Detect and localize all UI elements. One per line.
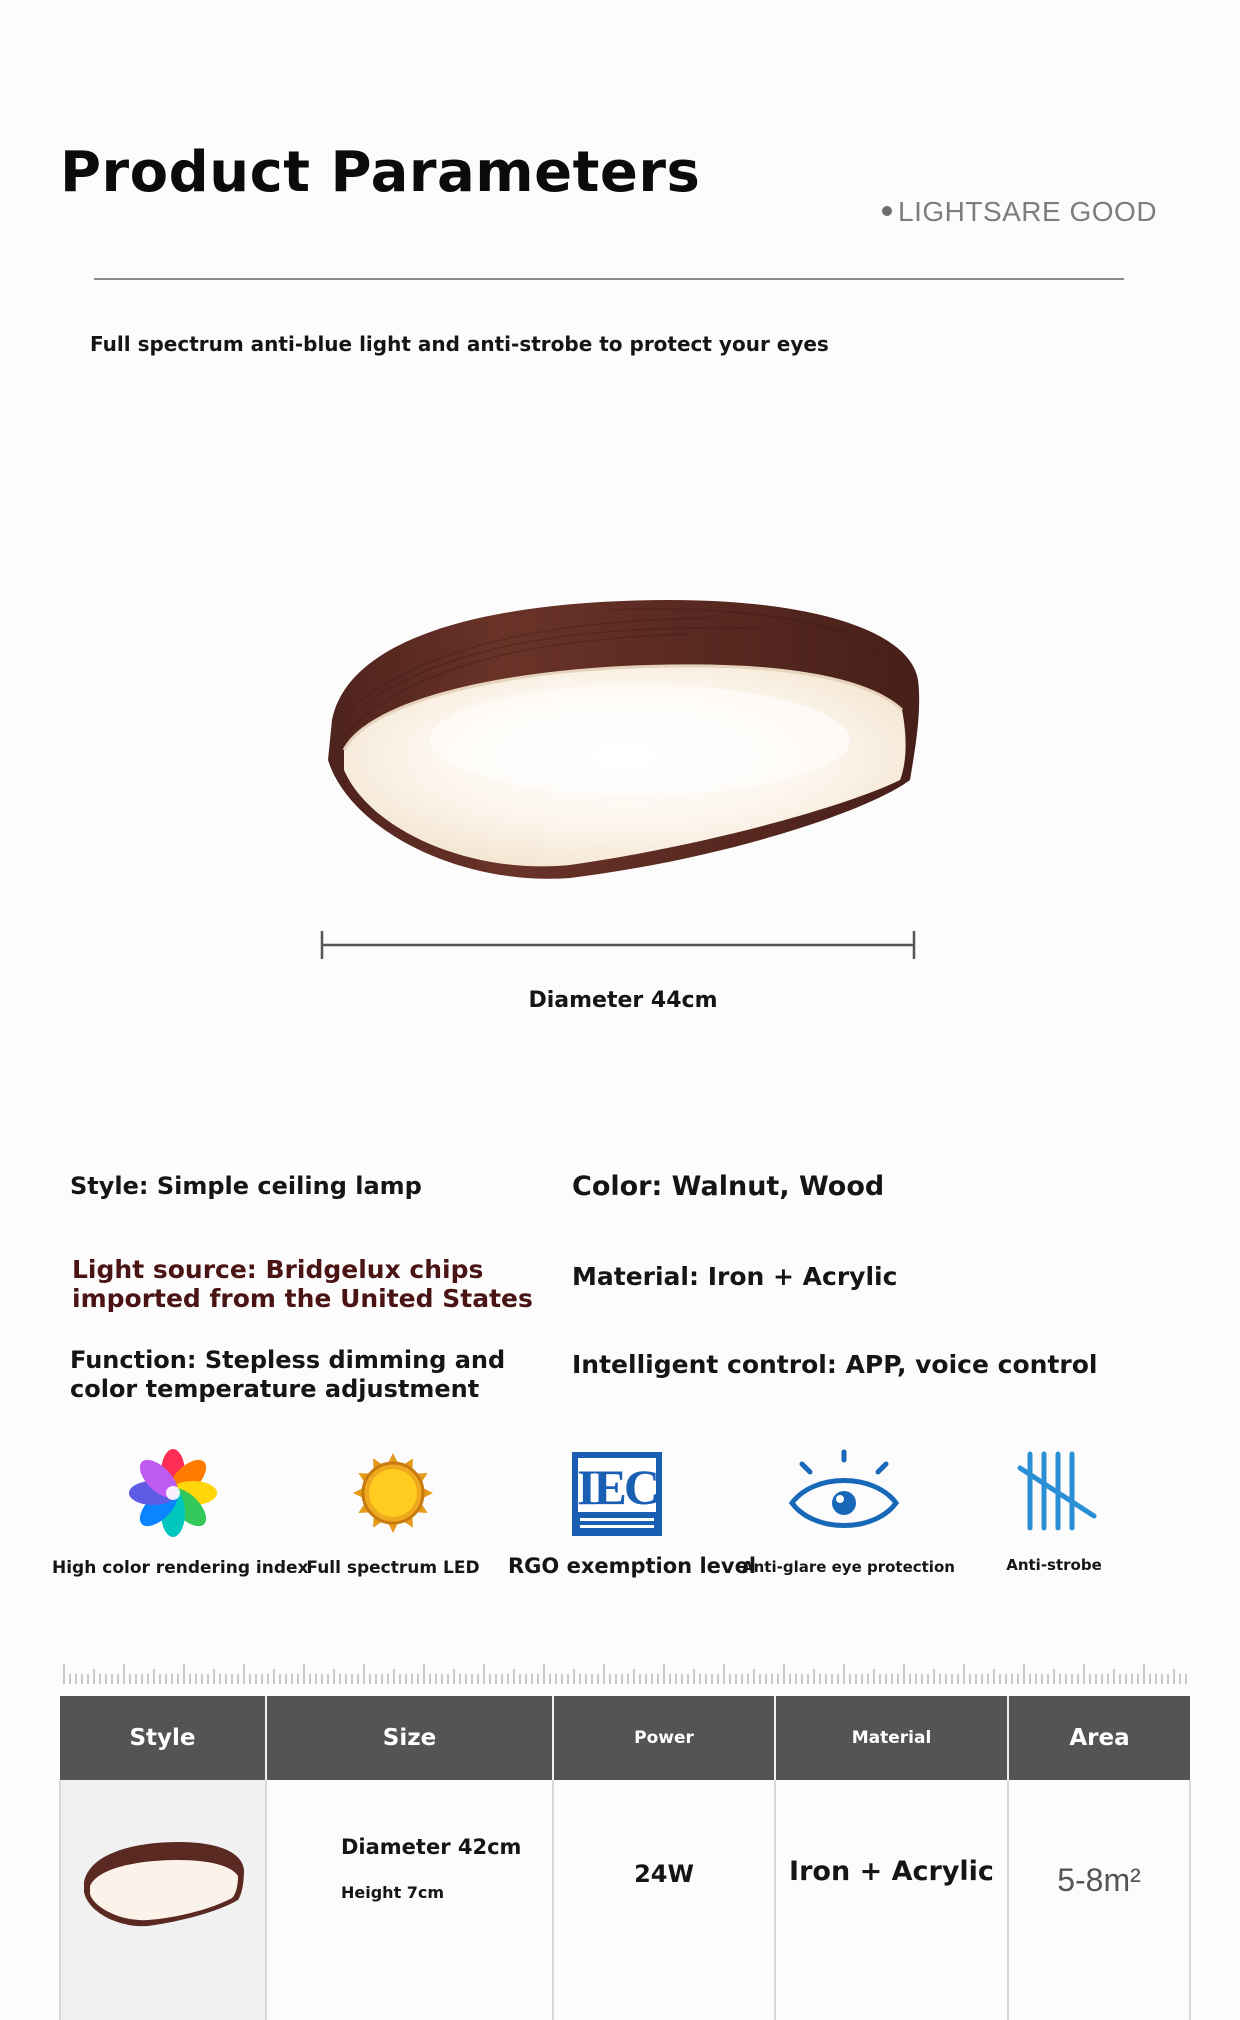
table-cell-area bbox=[1008, 1780, 1190, 2020]
tagline: Full spectrum anti-blue light and anti-strobe to protect your eyes bbox=[90, 332, 829, 356]
table-cell-style bbox=[60, 1780, 266, 2020]
feature-label-cri: High color rendering index bbox=[52, 1558, 309, 1578]
iec-logo-icon bbox=[572, 1452, 662, 1536]
spec-light-source bbox=[72, 1255, 533, 1313]
brand-name bbox=[882, 196, 1157, 228]
table-header-area: Area bbox=[1008, 1696, 1190, 1780]
spec-style: Style: Simple ceiling lamp bbox=[70, 1172, 422, 1200]
size-height: Height 7cm bbox=[341, 1883, 445, 1902]
material-value: Iron + Acrylic bbox=[789, 1856, 994, 1887]
feature-label-rgo: RGO exemption level bbox=[508, 1554, 757, 1578]
brand-label: LIGHTSARE GOOD bbox=[898, 196, 1158, 227]
table-header-row bbox=[60, 1696, 1190, 1780]
sun-icon bbox=[348, 1448, 438, 1538]
spec-function-line1: Function: Stepless dimming and bbox=[70, 1346, 506, 1374]
diameter-label: Diameter 44cm bbox=[528, 988, 718, 1013]
parameter-table bbox=[59, 1696, 1191, 2020]
table-cell-power bbox=[553, 1780, 775, 2020]
table-header-material: Material bbox=[775, 1696, 1008, 1780]
table-header-size: Size bbox=[266, 1696, 553, 1780]
page-title: Product Parameters bbox=[60, 140, 701, 205]
bullet-dot-icon bbox=[882, 206, 892, 216]
diameter-dimension-line bbox=[320, 928, 920, 962]
table-header-power: Power bbox=[553, 1696, 775, 1780]
header-divider bbox=[94, 278, 1124, 280]
lamp-thumbnail bbox=[78, 1822, 248, 1942]
ruler-decoration bbox=[62, 1660, 1192, 1686]
spec-function bbox=[70, 1346, 510, 1404]
spec-color: Color: Walnut, Wood bbox=[572, 1171, 885, 1202]
svg-text:IEC: IEC bbox=[577, 1459, 657, 1515]
strobe-icon bbox=[1012, 1448, 1102, 1538]
feature-label-anti-glare: Anti-glare eye protection bbox=[742, 1558, 955, 1576]
color-wheel-icon bbox=[128, 1448, 218, 1538]
feature-label-anti-strobe: Anti-strobe bbox=[1006, 1556, 1102, 1574]
table-row bbox=[60, 1780, 1190, 2020]
spec-light-source-line2: imported from the United States bbox=[72, 1284, 533, 1313]
size-diameter: Diameter 42cm bbox=[341, 1835, 522, 1859]
table-header-style: Style bbox=[60, 1696, 266, 1780]
spec-material: Material: Iron + Acrylic bbox=[572, 1262, 898, 1291]
spec-light-source-line1: Light source: Bridgelux chips bbox=[72, 1255, 484, 1284]
feature-label-full-spectrum: Full spectrum LED bbox=[306, 1558, 480, 1578]
area-value: 5-8m² bbox=[1057, 1862, 1141, 1898]
spec-function-line2: color temperature adjustment bbox=[70, 1375, 480, 1403]
ceiling-lamp-image bbox=[310, 590, 930, 890]
table-cell-size bbox=[266, 1780, 553, 2020]
table-cell-material bbox=[775, 1780, 1008, 2020]
power-value: 24W bbox=[634, 1860, 694, 1888]
eye-icon bbox=[784, 1448, 904, 1538]
spec-control: Intelligent control: APP, voice control bbox=[572, 1350, 1098, 1379]
